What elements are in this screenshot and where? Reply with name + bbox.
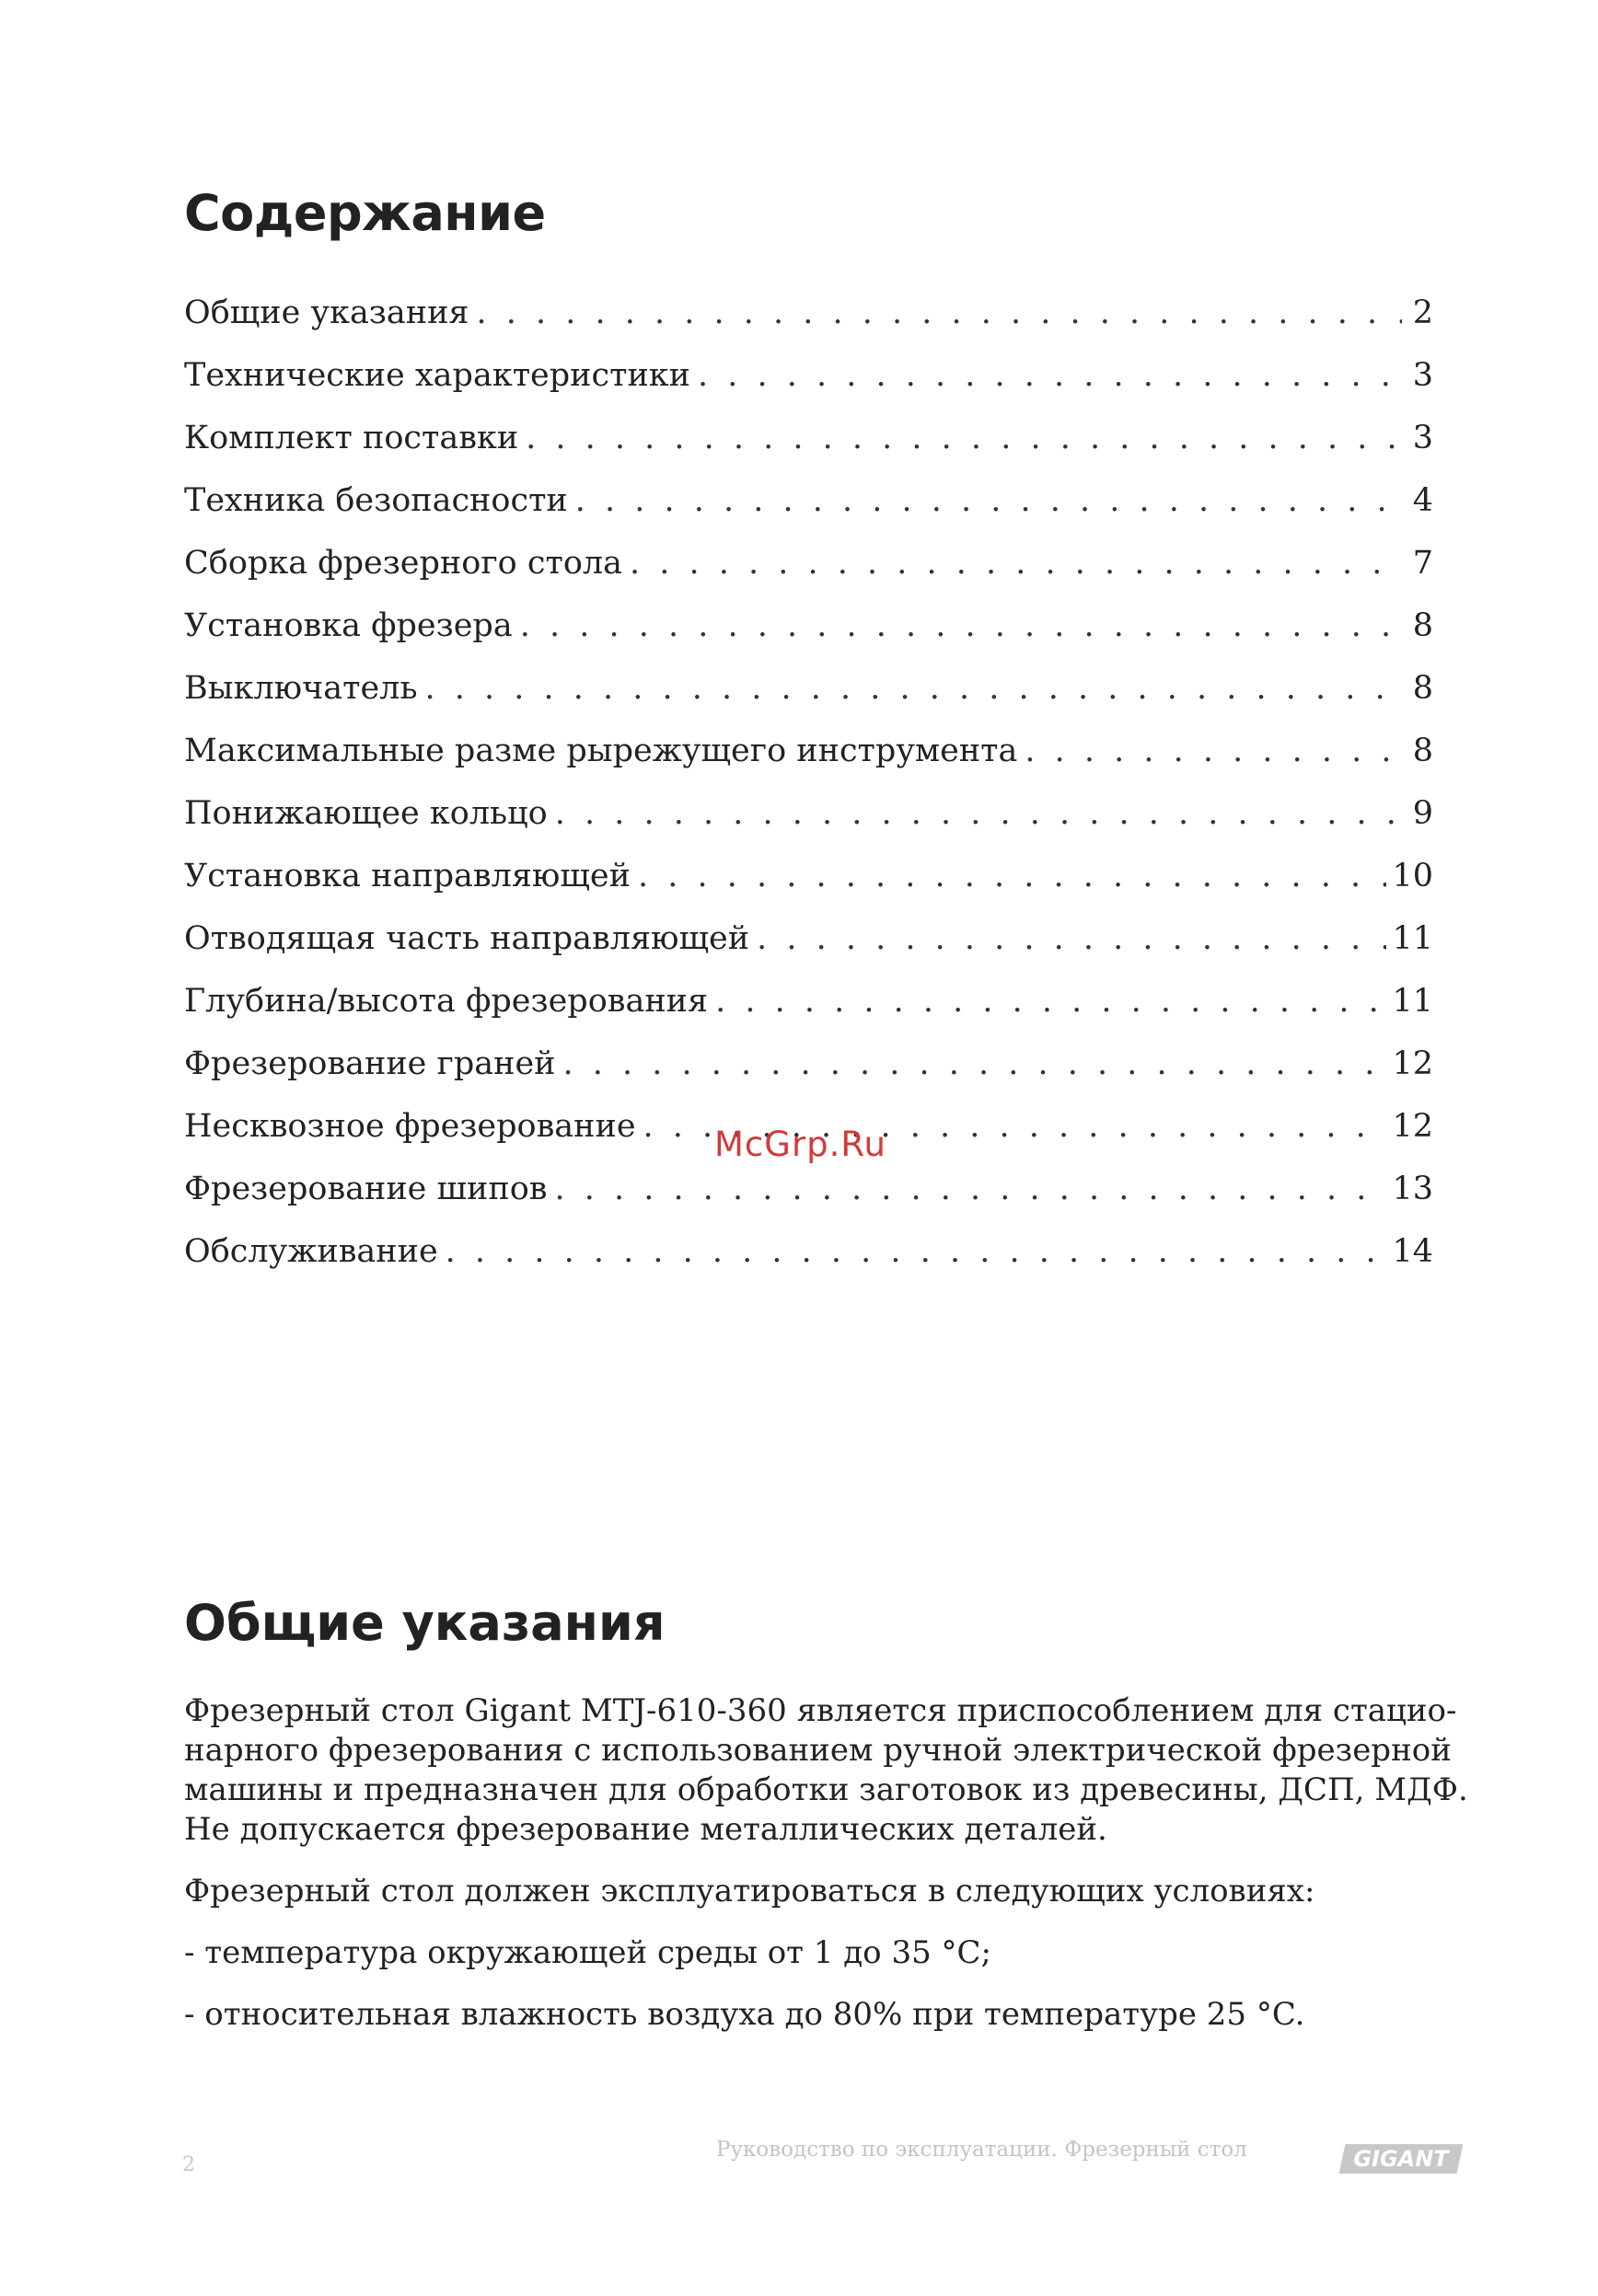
toc-item-page: 14 xyxy=(1392,1233,1433,1270)
toc-item[interactable] xyxy=(184,282,1433,344)
toc-item[interactable] xyxy=(184,657,1433,720)
toc-item-label: Максимальные разме рырежущего инструмента xyxy=(184,733,1018,769)
toc-leader-dots xyxy=(698,344,1402,407)
toc-item-page: 10 xyxy=(1392,858,1433,894)
toc-item-page: 3 xyxy=(1412,420,1433,456)
footer-page-number: 2 xyxy=(182,2153,195,2176)
toc-item-label: Технические характеристики xyxy=(184,357,691,394)
toc-item-label: Несквозное фрезерование xyxy=(184,1108,636,1145)
toc-item-label: Техника безопасности xyxy=(184,482,568,519)
toc-item[interactable] xyxy=(184,1220,1433,1283)
toc-leader-dots xyxy=(555,1158,1387,1220)
toc-leader-dots xyxy=(477,282,1403,344)
toc-item-page: 12 xyxy=(1392,1045,1433,1082)
toc-leader-dots xyxy=(575,469,1402,532)
toc-item-label: Комплект поставки xyxy=(184,420,519,456)
toc-item[interactable] xyxy=(184,970,1433,1033)
toc-item-page: 2 xyxy=(1412,294,1433,331)
toc-leader-dots xyxy=(563,1033,1387,1095)
brand-logo-text: GIGANT xyxy=(1353,2146,1449,2172)
toc-item-page: 8 xyxy=(1412,670,1433,707)
toc-leader-dots xyxy=(526,407,1402,469)
toc-item[interactable] xyxy=(184,845,1433,907)
toc-item-label: Фрезерование граней xyxy=(184,1045,556,1082)
toc-leader-dots xyxy=(425,657,1402,720)
toc-item-label: Глубина/высота фрезерования xyxy=(184,983,709,1020)
toc-item-label: Обслуживание xyxy=(184,1233,438,1270)
watermark[interactable]: McGrp.Ru xyxy=(714,1125,886,1164)
toc-item-label: Сборка фрезерного стола xyxy=(184,545,622,582)
toc-item-label: Понижающее кольцо xyxy=(184,795,548,832)
toc-item-page: 8 xyxy=(1412,607,1433,644)
section-title: Общие указания xyxy=(184,1594,666,1652)
paragraph: Фрезерный стол Gigant MTJ-610-360 является приспособлением для стацио-нарного фрезерования с использованием ручной электрической фрезерной машины и предназначен для обработки заготовок из древесины, ДСП, МДФ. Не допускается фрезерование металлических деталей. xyxy=(184,1692,1468,1848)
list-item: - относительная влажность воздуха до 80% при температуре 25 °C. xyxy=(184,1996,1305,2033)
toc-item[interactable] xyxy=(184,594,1433,657)
toc-item[interactable] xyxy=(184,469,1433,532)
toc-item-page: 8 xyxy=(1412,733,1433,769)
toc-item-label: Установка фрезера xyxy=(184,607,513,644)
toc-title: Содержание xyxy=(184,184,546,242)
toc-item-label: Фрезерование шипов xyxy=(184,1171,548,1207)
toc-leader-dots xyxy=(1025,720,1402,782)
toc-item-label: Установка направляющей xyxy=(184,858,631,894)
paragraph: Фрезерный стол должен эксплуатироваться в следующих условиях: xyxy=(184,1873,1315,1909)
toc-item-page: 3 xyxy=(1412,357,1433,394)
toc-item-page: 12 xyxy=(1392,1108,1433,1145)
toc-item[interactable] xyxy=(184,720,1433,782)
toc-item[interactable] xyxy=(184,782,1433,845)
toc-leader-dots xyxy=(446,1220,1387,1283)
footer-text: Руководство по эксплуатации. Фрезерный стол xyxy=(716,2138,1247,2162)
toc-item-page: 11 xyxy=(1392,983,1433,1020)
toc-item-page: 9 xyxy=(1412,795,1433,832)
toc-leader-dots xyxy=(630,532,1402,594)
toc-item[interactable] xyxy=(184,1033,1433,1095)
toc-leader-dots xyxy=(638,845,1386,907)
brand-logo xyxy=(1339,2144,1464,2174)
toc-item-page: 13 xyxy=(1392,1171,1433,1207)
toc-item[interactable] xyxy=(184,532,1433,594)
toc-leader-dots xyxy=(555,782,1402,845)
toc-item-page: 7 xyxy=(1412,545,1433,582)
toc-item-label: Отводящая часть направляющей xyxy=(184,920,750,957)
toc-item-label: Общие указания xyxy=(184,294,469,331)
section-body xyxy=(184,1691,1473,2057)
toc-item-page: 11 xyxy=(1392,920,1433,957)
toc-item-label: Выключатель xyxy=(184,670,418,707)
toc-item-page: 4 xyxy=(1412,482,1433,519)
toc-item[interactable] xyxy=(184,344,1433,407)
toc-leader-dots xyxy=(520,594,1402,657)
toc-item[interactable] xyxy=(184,407,1433,469)
toc-item[interactable] xyxy=(184,907,1433,970)
list-item: - температура окружающей среды от 1 до 35 °C; xyxy=(184,1934,991,1971)
toc-item[interactable] xyxy=(184,1158,1433,1220)
toc-leader-dots xyxy=(715,970,1386,1033)
toc-leader-dots xyxy=(757,907,1386,970)
